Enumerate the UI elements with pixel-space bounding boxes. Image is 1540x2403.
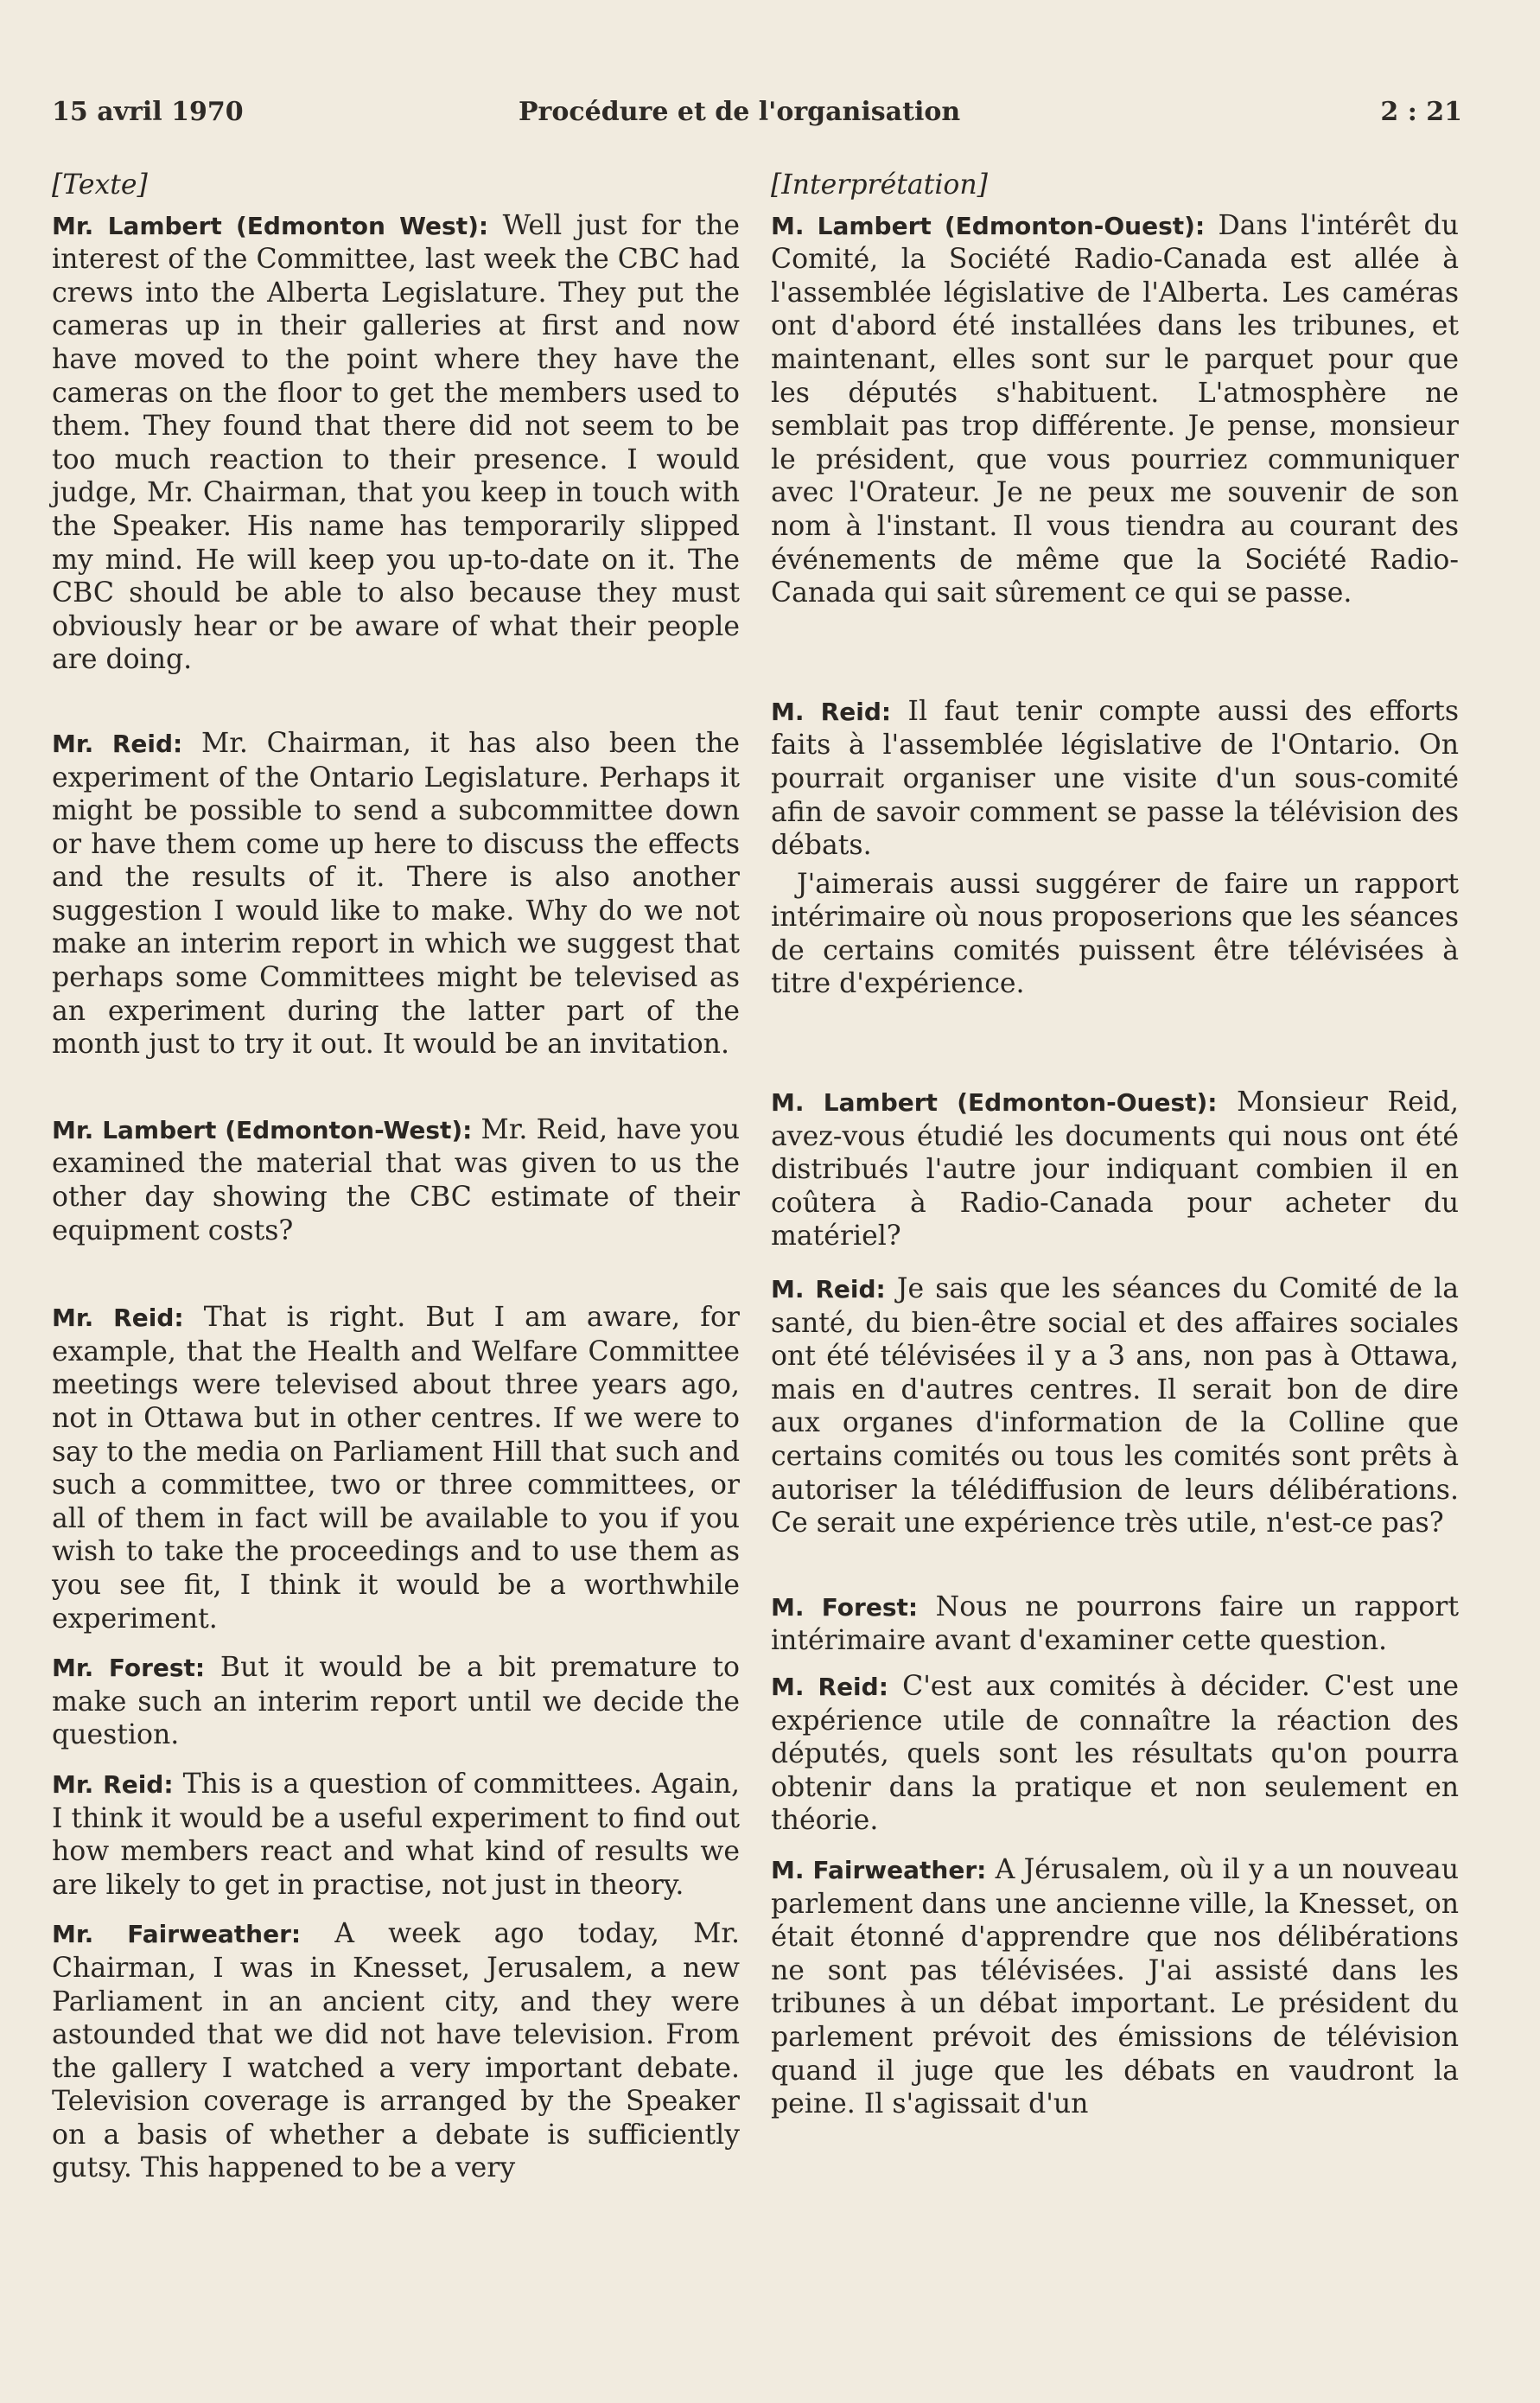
speaker-name: Mr. Reid: bbox=[52, 1769, 174, 1799]
paragraph bbox=[771, 209, 1459, 610]
speaker-name: Mr. Forest: bbox=[52, 1654, 206, 1683]
speaker-name: M. Reid: bbox=[771, 697, 892, 726]
paragraph-text: Mr. Chairman, it has also been the experiment of the Ontario Legislature. Perhaps it might be possible to send a subcommittee down or have them come up here to discuss the effects and the results of it. There is also another suggestion I would like to make. Why do we not make an interim report in which we suggest that perhaps some Committees might be televised as an experiment during the latter part of the month just to try it out. It would be an invitation. bbox=[52, 727, 741, 1061]
paragraph bbox=[771, 1670, 1459, 1838]
paragraph bbox=[771, 1853, 1459, 2121]
paragraph bbox=[771, 1272, 1459, 1540]
paragraph-text: Mr. Reid, have you examined the material that was given to us the other day showing the CBC estimate of their equipment costs? bbox=[52, 1113, 740, 1246]
paragraph bbox=[771, 1086, 1459, 1253]
paragraph-text: But it would be a bit premature to make such an interim report until we decide the question. bbox=[52, 1652, 740, 1751]
header-date: 15 avril 1970 bbox=[52, 97, 244, 127]
french-column bbox=[771, 169, 1459, 2121]
speaker-name: Mr. Lambert (Edmonton West): bbox=[52, 211, 489, 240]
header-title: Procédure et de l'organisation bbox=[519, 97, 961, 127]
paragraph-text: A Jérusalem, où il y a un nouveau parlement dans une ancienne ville, la Knesset, on était étonné d'apprendre que nos délibérations ne sont pas télévisées. J'ai assisté dans les tribunes à un débat important. Le président du parlement prévoit des émissions de télévision quand il juge que les débats en vaudront la peine. Il s'agissait d'un bbox=[771, 1853, 1459, 2120]
speaker-name: M. Forest: bbox=[771, 1592, 919, 1622]
paragraph-text: Monsieur Reid, avez-vous étudié les documents qui nous ont été distribués l'autre jour indiquant combien il en coûtera à Radio-Canada pour acheter du matériel? bbox=[771, 1087, 1459, 1252]
paragraph bbox=[52, 1301, 740, 1635]
paragraph-text: That is right. But I am aware, for example, that the Health and Welfare Committee meetings were televised about three years ago, not in Ottawa but in other centres. If we were to say to the media on Parliament Hill that such and such a committee, two or three committees, or all of them in fact will be available to you if you wish to take the proceedings and to use them as you see fit, I think it would be a worthwhile experiment. bbox=[52, 1302, 740, 1635]
paragraph-text: Well just for the interest of the Committee, last week the CBC had crews into the Alberta Legislature. They put the cameras up in their galleries at first and now have moved to the point where they have the cameras on the floor to get the members used to them. They found that there did not seem to be too much reaction to their presence. I would judge, Mr. Chairman, that you keep in touch with the Speaker. His name has temporarily slipped my mind. He will keep you up-to-date on it. The CBC should be able to also because they must obviously hear or be aware of what their people are doing. bbox=[52, 209, 740, 676]
paragraph bbox=[771, 1590, 1459, 1658]
speaker-name: M. Lambert (Edmonton-Ouest): bbox=[771, 211, 1206, 240]
paragraph-text: Dans l'intérêt du Comité, la Société Radio-Canada est allée à l'assemblée législative de l'Alberta. Les caméras ont d'abord été installées dans les tribunes, et maintenant, elles sont sur le parquet pour que les députés s'habituent. L'atmosphère ne semblait pas trop différente. Je pense, monsieur le président, que vous pourriez communiquer avec l'Orateur. Je ne peux me souvenir de son nom à l'instant. Il vous tiendra au courant des événements de même que la Société Radio-Canada qui sait sûrement ce qui se passe. bbox=[771, 209, 1459, 609]
paragraph bbox=[52, 727, 740, 1061]
speaker-name: Mr. Reid: bbox=[52, 729, 183, 758]
paragraph-text: J'aimerais aussi suggérer de faire un rapport intérimaire où nous proposerions que les séances de certains comités puissent être télévisées à titre d'expérience. bbox=[771, 868, 1459, 1000]
speaker-name: M. Fairweather: bbox=[771, 1855, 987, 1884]
paragraph bbox=[771, 695, 1459, 863]
paragraph bbox=[52, 1917, 740, 2185]
header-page-number: 2 : 21 bbox=[1380, 97, 1462, 127]
paragraph bbox=[52, 1113, 740, 1247]
running-header bbox=[52, 97, 1462, 140]
speaker-name: Mr. Lambert (Edmonton-West): bbox=[52, 1115, 473, 1144]
paragraph bbox=[771, 868, 1459, 1001]
english-column bbox=[52, 169, 740, 2185]
paragraph-text: Nous ne pourrons faire un rapport intérimaire avant d'examiner cette question. bbox=[771, 1590, 1459, 1657]
section-label-interpretation: [Interprétation] bbox=[771, 169, 988, 201]
speaker-name: Mr. Reid: bbox=[52, 1303, 184, 1333]
speaker-name: M. Reid: bbox=[771, 1672, 888, 1701]
section-label-texte: [Texte] bbox=[52, 169, 148, 201]
paragraph-text: C'est aux comités à décider. C'est une expérience utile de connaître la réaction des députés, quels sont les résultats qu'on pourra obtenir dans la pratique et non seulement en théorie. bbox=[771, 1670, 1459, 1837]
paragraph-text: Je sais que les séances du Comité de la santé, du bien-être social et des affaires sociales ont été télévisées il y a 3 ans, non pas à Ottawa, mais en d'autres centres. Il serait bon de dire aux organes d'information de la Colline que certains comités ou tous les comités sont prêts à autoriser la télédiffusion de leurs délibérations. Ce serait une expérience très utile, n'est-ce pas? bbox=[771, 1273, 1459, 1539]
paragraph bbox=[52, 1768, 740, 1902]
speaker-name: M. Reid: bbox=[771, 1275, 886, 1304]
speaker-name: Mr. Fairweather: bbox=[52, 1920, 302, 1949]
paragraph-text: A week ago today, Mr. Chairman, I was in Knesset, Jerusalem, a new Parliament in an ancient city, and they were astounded that we did not have television. From the gallery I watched a very important debate. Television coverage is arranged by the Speaker on a basis of whether a debate is sufficiently gutsy. This happened to be a very bbox=[52, 1918, 740, 2184]
paragraph bbox=[52, 209, 740, 677]
speaker-name: M. Lambert (Edmonton-Ouest): bbox=[771, 1088, 1218, 1118]
paragraph-text: This is a question of committees. Again, I think it would be a useful experiment to find out how members react and what kind of results we are likely to get in practise, not just in theory. bbox=[52, 1768, 741, 1901]
paragraph bbox=[52, 1651, 740, 1752]
paragraph-text: Il faut tenir compte aussi des efforts faits à l'assemblée législative de l'Ontario. On pourrait organiser une visite d'un sous-comité afin de savoir comment se passe la télévision des débats. bbox=[771, 695, 1459, 862]
